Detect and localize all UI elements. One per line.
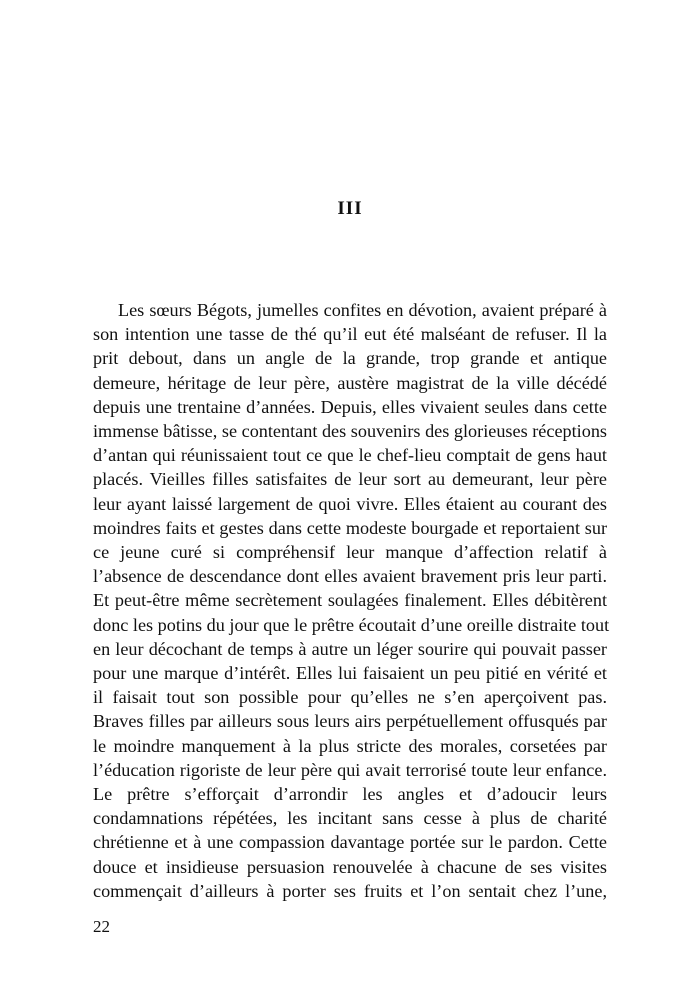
text-line: ce jeune curé si compréhensif leur manque d’affection relatif à — [93, 542, 607, 563]
text-line: le moindre manquement à la plus stricte des morales, corsetées par — [93, 735, 607, 756]
text-line: il faisait tout son possible pour qu’elles ne s’en aperçoivent pas. — [93, 687, 607, 708]
text-line: depuis une trentaine d’années. Depuis, elles vivaient seules dans cette — [93, 396, 607, 417]
text-line: leur ayant laissé largement de quoi vivre. Elles étaient au courant des — [93, 493, 607, 514]
text-line: en leur décochant de temps à autre un léger sourire qui pouvait passer — [93, 638, 607, 659]
text-line: douce et insidieuse persuasion renouvelée à chacune de ses visites — [93, 856, 607, 877]
text-line: prit debout, dans un angle de la grande, trop grande et antique — [93, 348, 607, 369]
body-paragraph — [93, 298, 610, 903]
text-line: placés. Vieilles filles satisfaites de leur sort au demeurant, leur père — [93, 469, 607, 490]
text-line: Braves filles par ailleurs sous leurs airs perpétuellement offusqués par — [93, 711, 607, 732]
chapter-heading: III — [337, 198, 363, 219]
text-line: d’antan qui réunissaient tout ce que le chef-lieu comptait de gens haut — [93, 445, 607, 466]
text-line: son intention une tasse de thé qu’il eut été malséant de refuser. Il la — [93, 324, 607, 345]
text-line: chrétienne et à une compassion davantage portée sur le pardon. Cette — [93, 832, 607, 853]
text-line: Et peut-être même secrètement soulagées finalement. Elles débitèrent — [93, 590, 607, 611]
page-number: 22 — [93, 917, 110, 936]
text-line: immense bâtisse, se contentant des souvenirs des glorieuses réceptions — [93, 421, 607, 442]
text-line: l’absence de descendance dont elles avaient bravement pris leur parti. — [93, 566, 607, 587]
text-line: pour une marque d’intérêt. Elles lui faisaient un peu pitié en vérité et — [93, 663, 607, 684]
text-line: moindres faits et gestes dans cette modeste bourgade et reportaient sur — [93, 517, 607, 538]
text-line: demeure, héritage de leur père, austère magistrat de la ville décédé — [93, 372, 607, 393]
text-line: Les sœurs Bégots, jumelles confites en dévotion, avaient préparé à — [118, 300, 607, 320]
text-line: l’éducation rigoriste de leur père qui avait terrorisé toute leur enfance. — [93, 759, 607, 780]
text-line: condamnations répétées, les incitant sans cesse à plus de charité — [93, 808, 607, 829]
text-line: donc les potins du jour que le prêtre écoutait d’une oreille distraite tout — [93, 614, 610, 635]
text-line: Le prêtre s’efforçait d’arrondir les angles et d’adoucir leurs — [93, 784, 607, 805]
text-line: commençait d’ailleurs à porter ses fruits et l’on sentait chez l’une, — [93, 880, 607, 901]
